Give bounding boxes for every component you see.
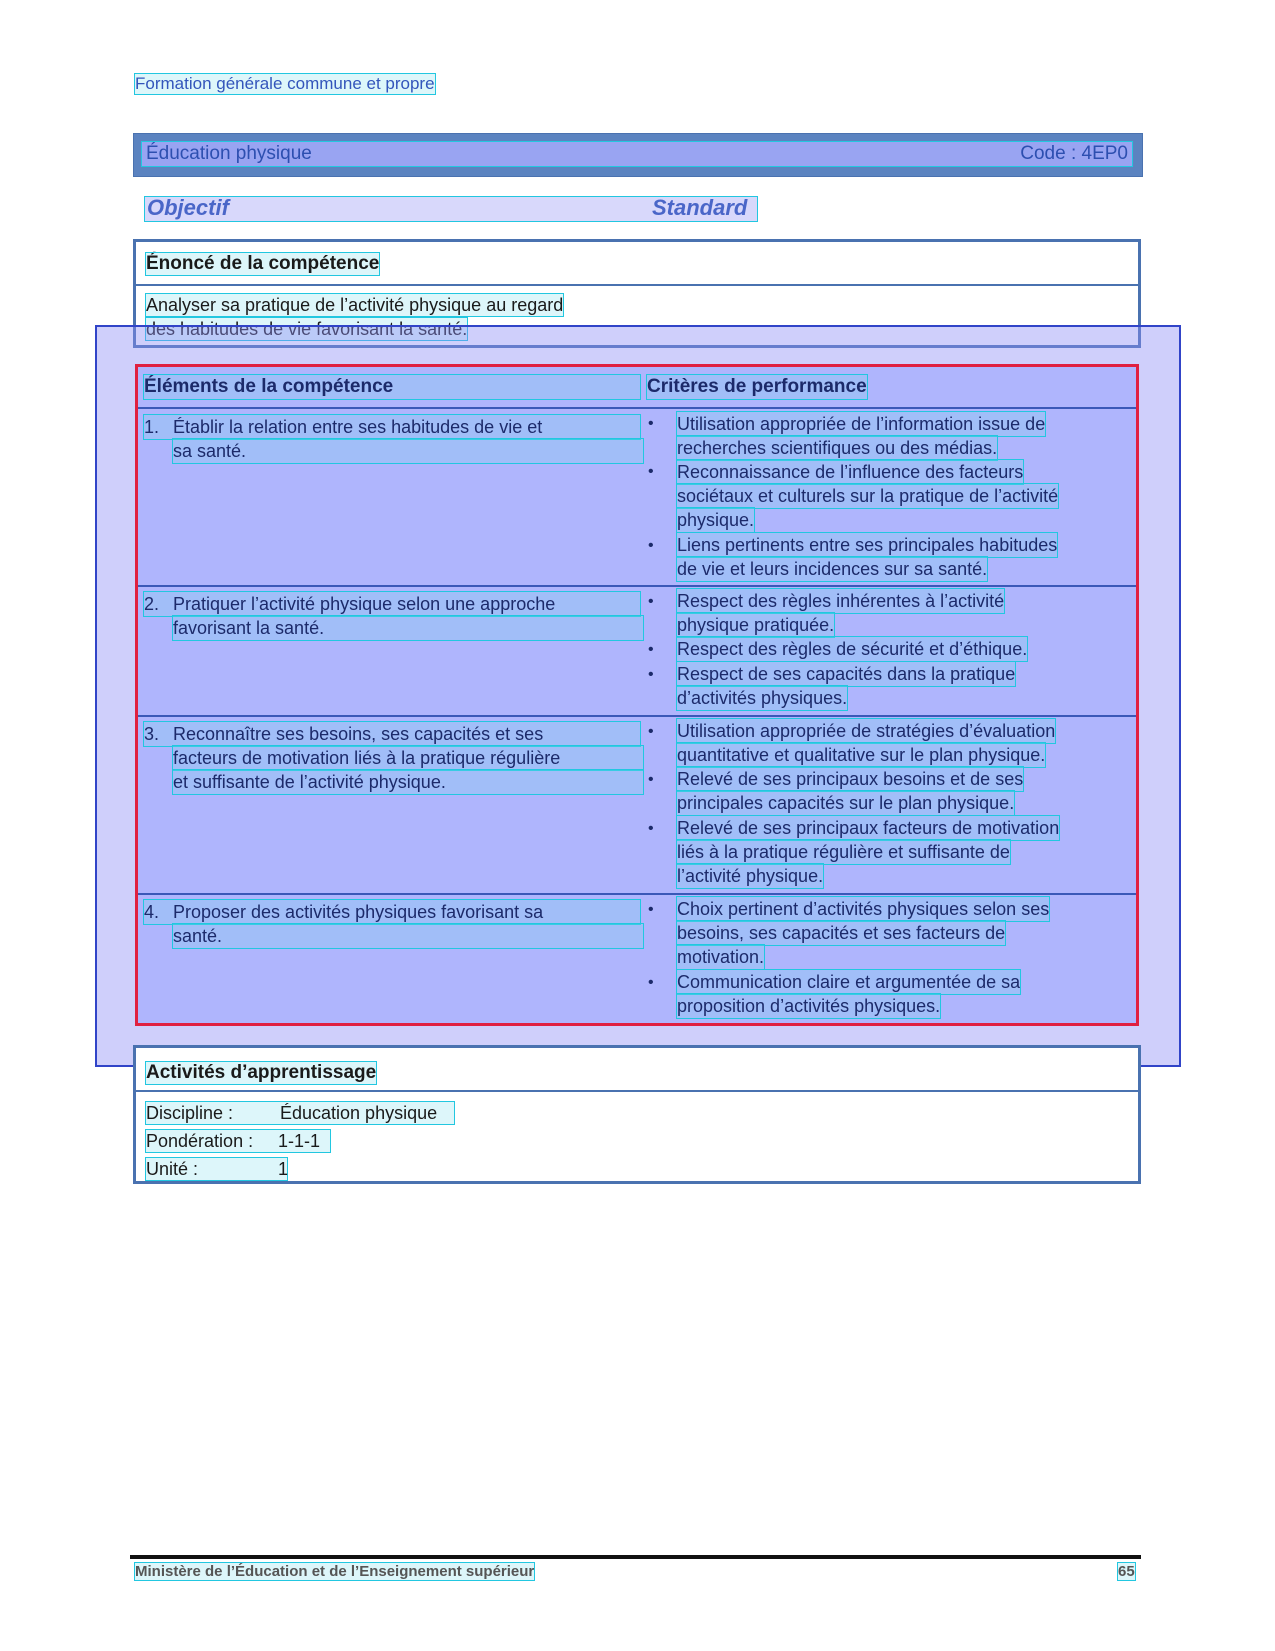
criterion-line: recherches scientifiques ou des médias. — [677, 438, 998, 458]
enonce-line: des habitudes de vie favorisant la santé. — [146, 319, 468, 339]
criterion-line: principales capacités sur le plan physique. — [677, 793, 1015, 813]
footer-ministry: Ministère de l’Éducation et de l’Enseignement supérieur — [135, 1563, 535, 1580]
discipline-row — [146, 1102, 454, 1124]
objectif-label: Objectif — [147, 195, 229, 220]
criterion-line: Respect des règles inhérentes à l’activité — [677, 591, 1005, 611]
activites-heading: Activités d’apprentissage — [146, 1062, 377, 1083]
ponderation-label: Pondération : — [146, 1131, 254, 1151]
element-number: 3. — [144, 722, 640, 746]
activites-panel — [133, 1045, 1141, 1184]
criterion-line: Relevé de ses principaux facteurs de motivation — [677, 818, 1060, 838]
bullet-icon: • — [648, 901, 654, 918]
element-number: 2. — [144, 592, 640, 616]
criterion-line: Utilisation appropriée de l’information issue de — [677, 414, 1046, 434]
bullet-icon: • — [648, 820, 654, 837]
course-code: Code : 4EP0 — [1020, 143, 1128, 164]
criterion-line: physique. — [677, 510, 755, 530]
criterion-line: Reconnaissance de l’influence des facteurs — [677, 462, 1024, 482]
criterion-line: liés à la pratique régulière et suffisante de — [677, 842, 1010, 862]
row-separator — [138, 715, 1136, 717]
row-separator — [138, 893, 1136, 895]
element-text: Reconnaître ses besoins, ses capacités et ses — [173, 724, 544, 744]
element-text: Pratiquer l’activité physique selon une approche — [173, 594, 556, 614]
criterion-line: Liens pertinents entre ses principales habitudes — [677, 535, 1058, 555]
ponderation-value: 1-1-1 — [278, 1131, 321, 1151]
bullet-icon: • — [648, 666, 654, 683]
criterion-line: Relevé de ses principaux besoins et de ses — [677, 769, 1024, 789]
element-text: Proposer des activités physiques favorisant sa — [173, 902, 544, 922]
criterion-line: Choix pertinent d’activités physiques selon ses — [677, 899, 1050, 919]
criterion-line: sociétaux et culturels sur la pratique de l’activité — [677, 486, 1059, 506]
element-text: santé. — [173, 924, 643, 948]
criterion-line: besoins, ses capacités et ses facteurs de — [677, 923, 1006, 943]
element-text: favorisant la santé. — [173, 616, 643, 640]
criterion-line: de vie et leurs incidences sur sa santé. — [677, 559, 988, 579]
unite-label: Unité : — [146, 1159, 199, 1179]
element-number: 4. — [144, 900, 640, 924]
footer-rule — [130, 1555, 1141, 1559]
element-text: facteurs de motivation liés à la pratique régulière — [173, 746, 643, 770]
bullet-icon: • — [648, 463, 654, 480]
criterion-line: Communication claire et argumentée de sa — [677, 972, 1021, 992]
bullet-icon: • — [648, 974, 654, 991]
criterion-line: proposition d’activités physiques. — [677, 996, 941, 1016]
ponderation-row — [146, 1130, 330, 1152]
running-header: Formation générale commune et propre — [135, 74, 435, 93]
activites-divider — [136, 1090, 1138, 1092]
discipline-label: Discipline : — [146, 1103, 234, 1123]
enonce-divider — [136, 284, 1138, 286]
element-text: et suffisante de l’activité physique. — [173, 770, 643, 794]
enonce-heading: Énoncé de la compétence — [146, 253, 380, 274]
criterion-line: d’activités physiques. — [677, 688, 848, 708]
bullet-icon: • — [648, 641, 654, 658]
course-title: Éducation physique — [146, 143, 312, 164]
row-separator — [138, 407, 1136, 409]
bullet-icon: • — [648, 415, 654, 432]
unite-row — [146, 1158, 287, 1180]
criterion-line: quantitative et qualitative sur le plan physique. — [677, 745, 1046, 765]
course-title-bar — [133, 133, 1143, 177]
element-number: 1. — [144, 415, 640, 439]
criterion-line: motivation. — [677, 947, 765, 967]
unite-value: 1 — [278, 1159, 289, 1179]
bullet-icon: • — [648, 593, 654, 610]
enonce-line: Analyser sa pratique de l’activité physique au regard — [146, 295, 564, 315]
criterion-line: l’activité physique. — [677, 866, 824, 886]
col-header-elements: Éléments de la compétence — [144, 375, 640, 399]
criterion-line: Respect de ses capacités dans la pratique — [677, 664, 1016, 684]
bullet-icon: • — [648, 771, 654, 788]
bullet-icon: • — [648, 537, 654, 554]
standard-label: Standard — [652, 195, 748, 220]
element-text: sa santé. — [173, 439, 643, 463]
discipline-value: Éducation physique — [280, 1103, 438, 1123]
competence-table — [135, 364, 1139, 1026]
col-header-criteres: Critères de performance — [647, 376, 867, 397]
element-text: Établir la relation entre ses habitudes de vie et — [173, 417, 543, 437]
criterion-line: physique pratiquée. — [677, 615, 835, 635]
page-number: 65 — [1118, 1563, 1135, 1580]
row-separator — [138, 585, 1136, 587]
criterion-line: Utilisation appropriée de stratégies d’évaluation — [677, 721, 1056, 741]
criterion-line: Respect des règles de sécurité et d’éthique. — [677, 639, 1028, 659]
bullet-icon: • — [648, 723, 654, 740]
